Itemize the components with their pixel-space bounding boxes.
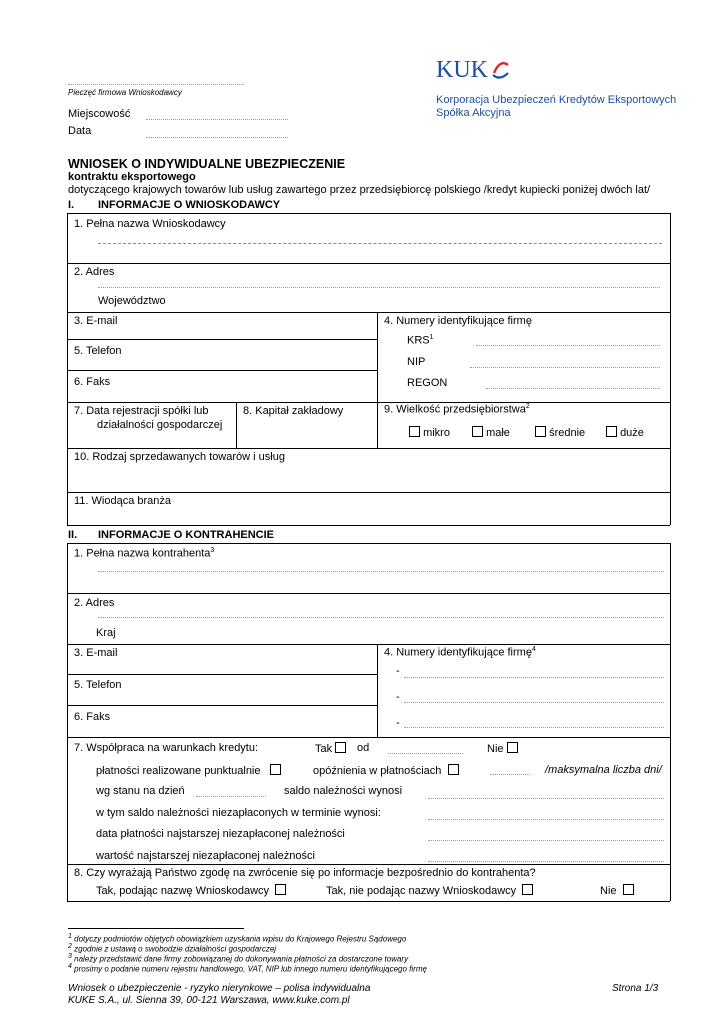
coop-from-field[interactable]	[388, 753, 463, 754]
consent-label: 8. Czy wyrażają Państwo zgodę na zwrócenie się po informacje bezpośrednio do kontrahenta?	[74, 867, 536, 879]
checkbox-icon[interactable]	[522, 884, 533, 895]
contractor-id-field-2[interactable]	[404, 702, 664, 703]
applicant-email-label: 3. E-mail	[74, 315, 118, 327]
applicant-phone-label: 5. Telefon	[74, 345, 122, 357]
footer-line1: Wniosek o ubezpieczenie - ryzyko nierynkowe – polisa indywidualna	[68, 983, 371, 994]
company-line1: Korporacja Ubezpieczeń Kredytów Eksportowych	[436, 94, 677, 106]
checkbox-icon[interactable]	[448, 764, 459, 775]
delays-option[interactable]: opóźnienia w płatnościach	[313, 764, 459, 777]
footer-line2: KUKE S.A., ul. Sienna 39, 00-121 Warszawa, www.kuke.com.pl	[68, 995, 350, 1006]
capital-label: 8. Kapitał zakładowy	[243, 405, 344, 417]
oldest-date-field[interactable]	[428, 840, 664, 841]
balance-field[interactable]	[428, 798, 664, 799]
oldest-date-label: data płatności najstarszej niezapłaconej należności	[96, 828, 345, 840]
form-subtitle: kontraktu eksportowego	[68, 171, 196, 183]
date-label: Data	[68, 125, 92, 137]
regon-field[interactable]	[486, 388, 660, 389]
section2-num: II.	[68, 529, 78, 541]
oldest-value-field[interactable]	[428, 861, 664, 862]
kuke-logo	[436, 55, 516, 88]
footnote-2: $^2$ zgodnie z ustawą o swobodzie działalności gospodarczej	[68, 943, 277, 954]
checkbox-icon[interactable]	[507, 742, 518, 753]
place-field[interactable]	[146, 119, 288, 120]
contractor-id-dash-3: -	[396, 717, 400, 729]
company-line2: Spółka Akcyjna	[436, 107, 511, 119]
applicant-address-field[interactable]	[98, 287, 660, 288]
coop-from-label: od	[357, 742, 370, 754]
contractor-name-label: 1. Pełna nazwa kontrahenta$^3$	[74, 547, 215, 560]
krs-label: KRS$^1$	[407, 334, 434, 347]
coop-label: 7. Współpraca na warunkach kredytu:	[74, 742, 259, 754]
contractor-email-label: 3. E-mail	[74, 647, 118, 659]
consent-yes-name[interactable]: Tak, podając nazwę Wnioskodawcy	[96, 884, 286, 897]
oldest-value-label: wartość najstarszej niezapłaconej należności	[96, 850, 315, 862]
coop-yes[interactable]: Tak	[315, 742, 346, 755]
checkbox-icon[interactable]	[275, 884, 286, 895]
size-label: 9. Wielkość przedsiębiorstwa$^2$	[384, 403, 530, 416]
section1-num: I.	[68, 199, 75, 211]
contractor-address-label: 2. Adres	[74, 597, 115, 609]
punctual-option[interactable]: płatności realizowane punktualnie	[96, 764, 281, 777]
contractor-id-field-3[interactable]	[404, 727, 664, 728]
applicant-address-label: 2. Adres	[74, 266, 115, 278]
kuke-logo-icon	[436, 55, 516, 83]
as-of-field[interactable]	[196, 796, 266, 797]
size-option-male[interactable]: małe	[472, 426, 510, 439]
section1-title: INFORMACJE O WNIOSKODAWCY	[98, 199, 281, 211]
checkbox-icon[interactable]	[623, 884, 634, 895]
as-of-label: wg stanu na dzień	[96, 785, 185, 797]
balance-label: saldo należności wynosi	[284, 785, 403, 797]
contractor-id-dash-2: -	[396, 691, 400, 703]
overdue-label: w tym saldo należności niezapłaconych w terminie wynosi:	[96, 807, 381, 819]
overdue-field[interactable]	[428, 819, 664, 820]
nip-field[interactable]	[470, 367, 660, 368]
applicant-name-label: 1. Pełna nazwa Wnioskodawcy	[74, 218, 226, 230]
consent-yes-noname[interactable]: Tak, nie podając nazwy Wnioskodawcy	[326, 884, 533, 897]
contractor-phone-label: 5. Telefon	[74, 679, 122, 691]
voivodeship-label: Województwo	[98, 295, 166, 307]
industry-label: 11. Wiodąca branża	[74, 495, 172, 507]
applicant-name-field[interactable]	[98, 243, 662, 244]
coop-no[interactable]: Nie	[487, 742, 518, 755]
size-option-duze[interactable]: duże	[606, 426, 644, 439]
form-description: dotyczącego krajowych towarów lub usług zawartego przez przedsiębiorcę polskiego /kredyt kupiecki poniżej dwóch lat/	[68, 184, 651, 196]
contractor-fax-label: 6. Faks	[74, 711, 111, 723]
svg-text:KUK: KUK	[436, 57, 488, 83]
size-option-srednie[interactable]: średnie	[535, 426, 585, 439]
checkbox-icon[interactable]	[409, 426, 420, 437]
max-days-field[interactable]	[490, 774, 530, 775]
place-label: Miejscowość	[68, 108, 131, 120]
date-field[interactable]	[146, 137, 288, 138]
contractor-name-field[interactable]	[98, 571, 664, 572]
contractor-id-field-1[interactable]	[404, 677, 664, 678]
footnote-4: $^4$ prosimy o podanie numeru rejestru handlowego, VAT, NIP lub innego numeru identyfikującego firmę	[68, 963, 427, 974]
consent-no[interactable]: Nie	[600, 884, 634, 897]
contractor-ids-label: 4. Numery identyfikujące firmę$^4$	[384, 646, 536, 659]
stamp-line	[68, 84, 244, 85]
regon-label: REGON	[407, 377, 448, 389]
reg-date-label-1: 7. Data rejestracji spółki lub	[74, 405, 209, 417]
footnote-3: $^3$ należy przedstawić dane firmy zobowiązanej do dokonywania płatności za dostarczone towary	[68, 953, 409, 964]
max-days-label: /maksymalna liczba dni/	[545, 764, 662, 776]
reg-date-label-2: działalności gospodarczej	[97, 419, 223, 431]
checkbox-icon[interactable]	[472, 426, 483, 437]
size-option-mikro[interactable]: mikro	[409, 426, 450, 439]
checkbox-icon[interactable]	[535, 426, 546, 437]
nip-label: NIP	[407, 356, 426, 368]
section2-title: INFORMACJE O KONTRAHENCIE	[98, 529, 275, 541]
checkbox-icon[interactable]	[270, 764, 281, 775]
applicant-fax-label: 6. Faks	[74, 376, 111, 388]
applicant-ids-label: 4. Numery identyfikujące firmę	[384, 315, 532, 327]
footnote-1: $^1$ dotyczy podmiotów objętych obowiązkiem uzyskania wpisu do Krajowego Rejestru Sądowego	[68, 933, 407, 944]
contractor-address-field[interactable]	[98, 617, 664, 618]
contractor-id-dash-1: -	[396, 665, 400, 677]
page-number: Strona 1/3	[612, 983, 659, 994]
country-label: Kraj	[96, 627, 116, 639]
form-title: WNIOSEK O INDYWIDUALNE UBEZPIECZENIE	[68, 157, 346, 171]
goods-label: 10. Rodzaj sprzedawanych towarów i usług	[74, 451, 285, 463]
checkbox-icon[interactable]	[335, 742, 346, 753]
checkbox-icon[interactable]	[606, 426, 617, 437]
krs-field[interactable]	[476, 345, 660, 346]
stamp-label: Pieczęć firmowa Wnioskodawcy	[68, 88, 182, 97]
